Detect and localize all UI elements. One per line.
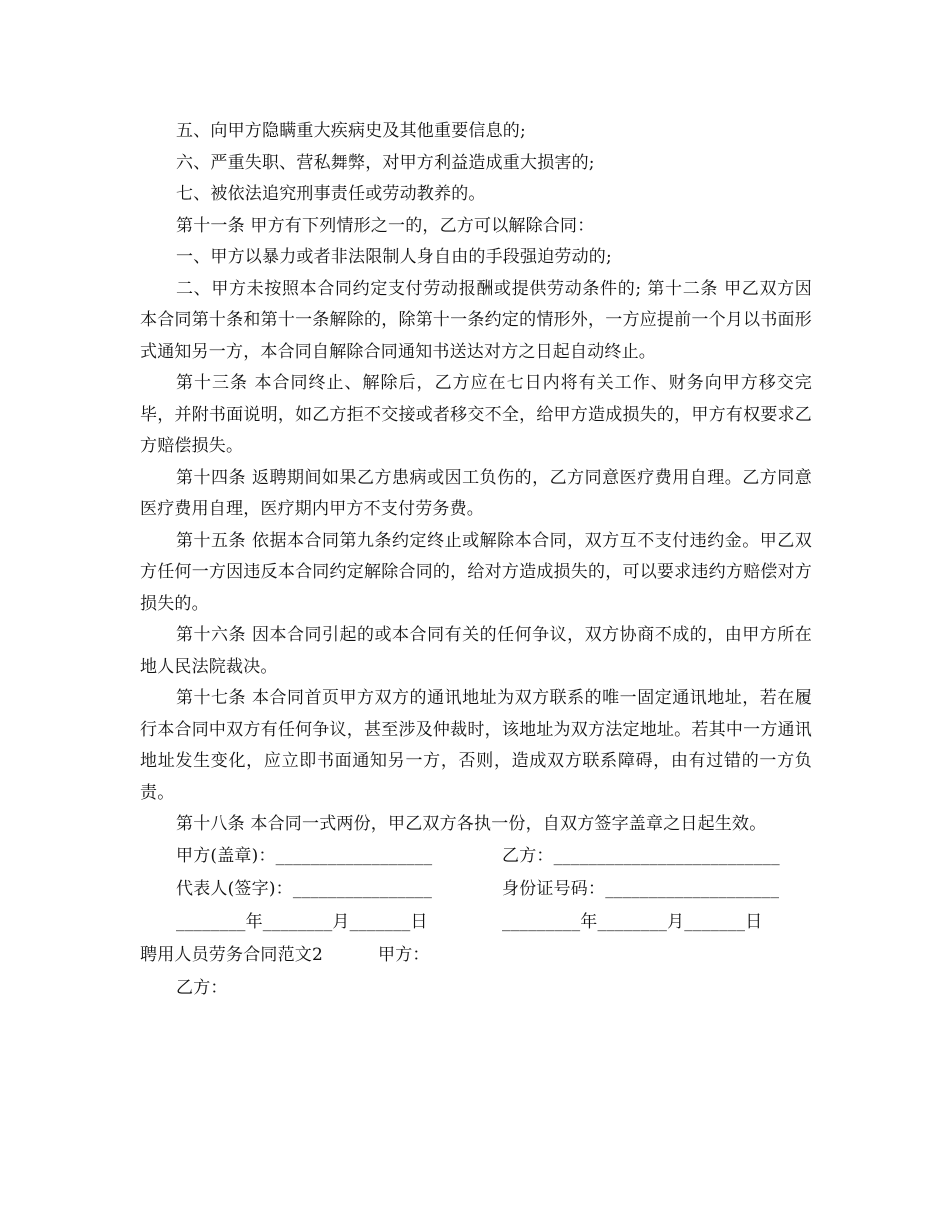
next-party-b-label: 乙方：	[176, 977, 228, 998]
date-field-right: _________年________月_______日	[502, 911, 763, 932]
article-11-item-2-and-article-12: 二、甲方未按照本合同约定支付劳动报酬或提供劳动条件的; 第十二条 甲乙双方因本合同第十条和第十一条解除的，除第十一条约定的情形外，一方应提前一个月以书面形式通知另一方，本合同自解除合同通知书送达对方之日起自动终止。	[140, 278, 812, 362]
next-party-b-line	[140, 973, 812, 1006]
article-11: 第十一条 甲方有下列情形之一的，乙方可以解除合同：	[176, 215, 595, 236]
article-16: 第十六条 因本合同引起的或本合同有关的任何争议，双方协商不成的，由甲方所在地人民法院裁决。	[140, 625, 812, 677]
article-17: 第十七条 本合同首页甲方双方的通讯地址为双方联系的唯一固定通讯地址，若在履行本合同中双方有任何争议，甚至涉及仲裁时，该地址为双方法定地址。若其中一方通讯地址发生变化，应立即书面通知另一方，否则，造成双方联系障碍，由有过错的一方负责。	[140, 688, 812, 803]
party-b-field: 乙方：__________________________	[502, 845, 780, 866]
clause-item-6: 六、严重失职、营私舞弊，对甲方利益造成重大损害的;	[176, 152, 595, 173]
id-number-field: 身份证号码：____________________	[502, 878, 780, 899]
next-document-heading	[140, 940, 812, 973]
signature-row-party	[140, 841, 812, 874]
clause-item-5: 五、向甲方隐瞒重大疾病史及其他重要信息的;	[176, 121, 526, 141]
next-document-title: 聘用人员劳务合同范文2	[140, 944, 324, 965]
date-field-left: ________年________月_______日	[176, 911, 428, 932]
contract-body	[140, 116, 812, 1006]
article-15: 第十五条 依据本合同第九条约定终止或解除本合同，双方互不支付违约金。甲乙双方任何一方因违反本合同约定解除合同的，给对方造成损失的，可以要求违约方赔偿对方损失的。	[140, 530, 812, 614]
signature-row-date	[140, 907, 812, 940]
next-party-a-label: 甲方：	[378, 944, 430, 965]
article-14: 第十四条 返聘期间如果乙方患病或因工负伤的，乙方同意医疗费用自理。乙方同意医疗费用自理，医疗期内甲方不支付劳务费。	[140, 467, 812, 519]
article-18: 第十八条 本合同一式两份，甲乙双方各执一份，自双方签字盖章之日起生效。	[176, 814, 767, 834]
article-13: 第十三条 本合同终止、解除后，乙方应在七日内将有关工作、财务向甲方移交完毕，并附书面说明，如乙方拒不交接或者移交不全，给甲方造成损失的，甲方有权要求乙方赔偿损失。	[140, 373, 812, 456]
signature-row-representative	[140, 874, 812, 907]
representative-signature-field: 代表人(签字)：________________	[176, 878, 433, 899]
clause-item-7: 七、被依法追究刑事责任或劳动教养的。	[176, 184, 486, 204]
article-11-item-1: 一、甲方以暴力或者非法限制人身自由的手段强迫劳动的;	[176, 247, 612, 267]
party-a-seal-field: 甲方(盖章)：__________________	[176, 845, 433, 866]
